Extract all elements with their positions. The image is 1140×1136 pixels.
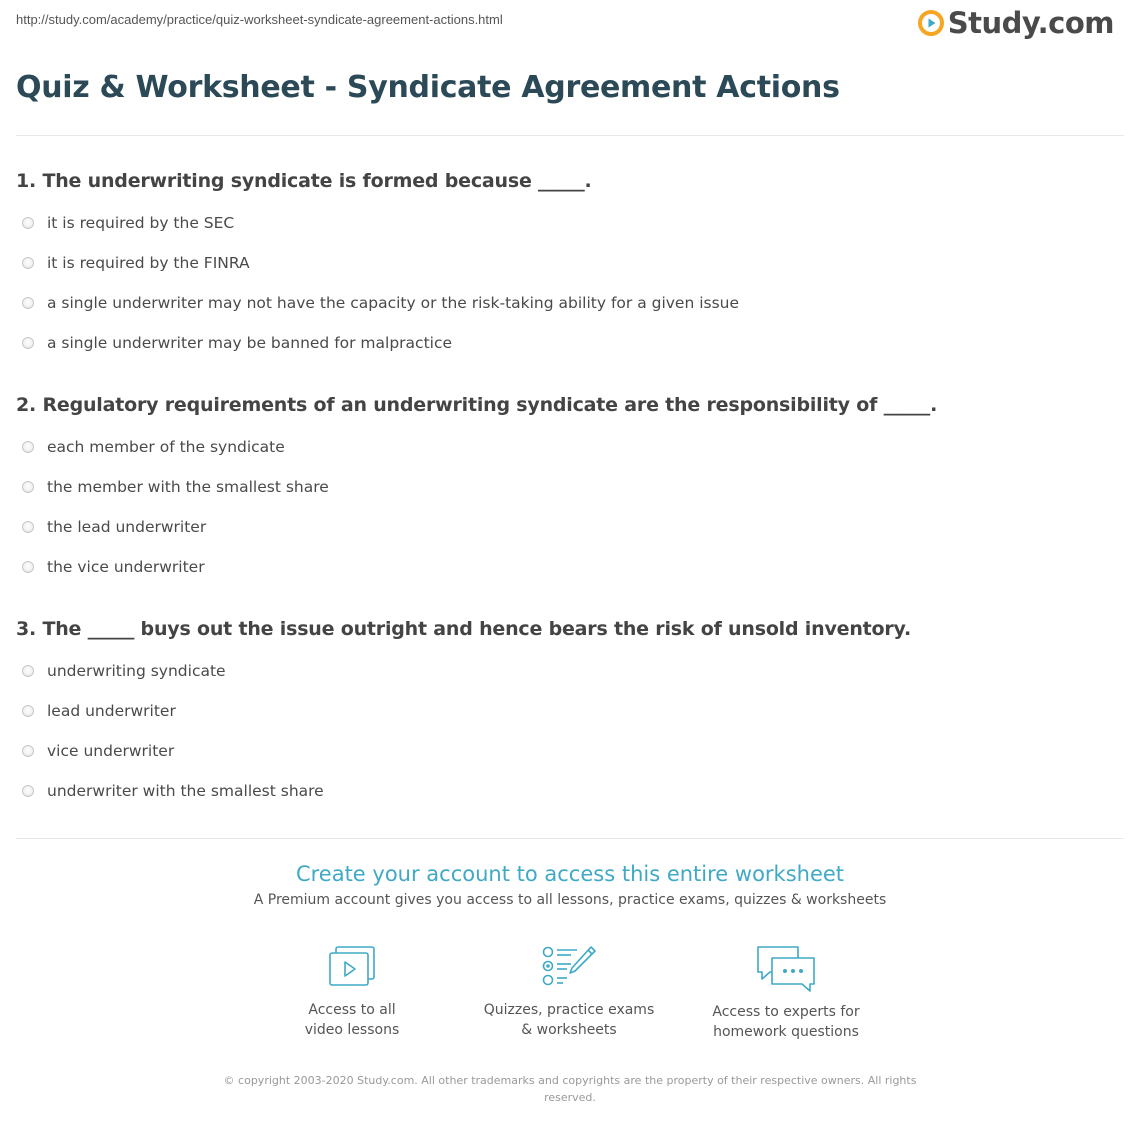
question-3: 3. The _____ buys out the issue outright and hence bears the risk of unsold inventory. <box>16 618 912 640</box>
radio-button[interactable] <box>22 337 34 349</box>
radio-button[interactable] <box>22 745 34 757</box>
radio-button[interactable] <box>22 785 34 797</box>
choice-label: it is required by the SEC <box>47 214 235 232</box>
page-title: Quiz & Worksheet - Syndicate Agreement Actions <box>16 70 840 105</box>
choice-label: the lead underwriter <box>47 518 207 536</box>
feature-label: Quizzes, practice exams & worksheets <box>483 1002 655 1038</box>
logo-text: Study.com <box>947 6 1114 40</box>
copyright-notice: © copyright 2003-2020 Study.com. All other trademarks and copyrights are the property of their respective owners. All rights reserved. <box>223 1074 917 1104</box>
answer-choice[interactable] <box>22 781 324 801</box>
radio-button[interactable] <box>22 441 34 453</box>
feature-label: Access to all video lessons <box>304 1002 400 1038</box>
choice-label: each member of the syndicate <box>47 438 285 456</box>
premium-description: A Premium account gives you access to all lessons, practice exams, quizzes & worksheets <box>253 892 887 908</box>
answer-choice[interactable] <box>22 661 226 681</box>
answer-choice[interactable] <box>22 701 176 721</box>
choice-label: underwriter with the smallest share <box>47 782 324 800</box>
video-lessons-icon <box>326 944 378 990</box>
answer-choice[interactable] <box>22 557 205 577</box>
radio-button[interactable] <box>22 257 34 269</box>
radio-button[interactable] <box>22 217 34 229</box>
radio-button[interactable] <box>22 521 34 533</box>
divider <box>16 838 1124 839</box>
radio-button[interactable] <box>22 481 34 493</box>
choice-label: lead underwriter <box>47 702 176 720</box>
feature-video-lessons <box>252 944 452 1040</box>
page-url: http://study.com/academy/practice/quiz-worksheet-syndicate-agreement-actions.html <box>16 12 503 27</box>
radio-button[interactable] <box>22 665 34 677</box>
choice-label: underwriting syndicate <box>47 662 226 680</box>
play-circle-icon <box>918 10 944 36</box>
answer-choice[interactable] <box>22 253 250 273</box>
create-account-link[interactable]: Create your account to access this entire worksheet <box>295 862 845 886</box>
question-2: 2. Regulatory requirements of an underwriting syndicate are the responsibility of _____. <box>16 394 938 416</box>
radio-button[interactable] <box>22 705 34 717</box>
feature-label: Access to experts for homework questions <box>712 1004 860 1040</box>
choice-label: the member with the smallest share <box>47 478 329 496</box>
answer-choice[interactable] <box>22 333 452 353</box>
choice-label: vice underwriter <box>47 742 175 760</box>
divider <box>16 135 1124 136</box>
answer-choice[interactable] <box>22 741 174 761</box>
quiz-checklist-icon <box>541 944 597 990</box>
answer-choice[interactable] <box>22 437 285 457</box>
choice-label: the vice underwriter <box>47 558 205 576</box>
choice-label: a single underwriter may not have the capacity or the risk-taking ability for a given issue <box>47 294 740 312</box>
choice-label: a single underwriter may be banned for malpractice <box>47 334 453 352</box>
feature-experts <box>686 944 886 1042</box>
choice-label: it is required by the FINRA <box>47 254 250 272</box>
study-logo[interactable] <box>918 6 1114 40</box>
radio-button[interactable] <box>22 297 34 309</box>
answer-choice[interactable] <box>22 293 739 313</box>
feature-quizzes <box>469 944 669 1040</box>
answer-choice[interactable] <box>22 517 206 537</box>
answer-choice[interactable] <box>22 213 234 233</box>
answer-choice[interactable] <box>22 477 329 497</box>
question-1: 1. The underwriting syndicate is formed because _____. <box>16 170 592 192</box>
radio-button[interactable] <box>22 561 34 573</box>
chat-bubbles-icon <box>754 944 818 992</box>
